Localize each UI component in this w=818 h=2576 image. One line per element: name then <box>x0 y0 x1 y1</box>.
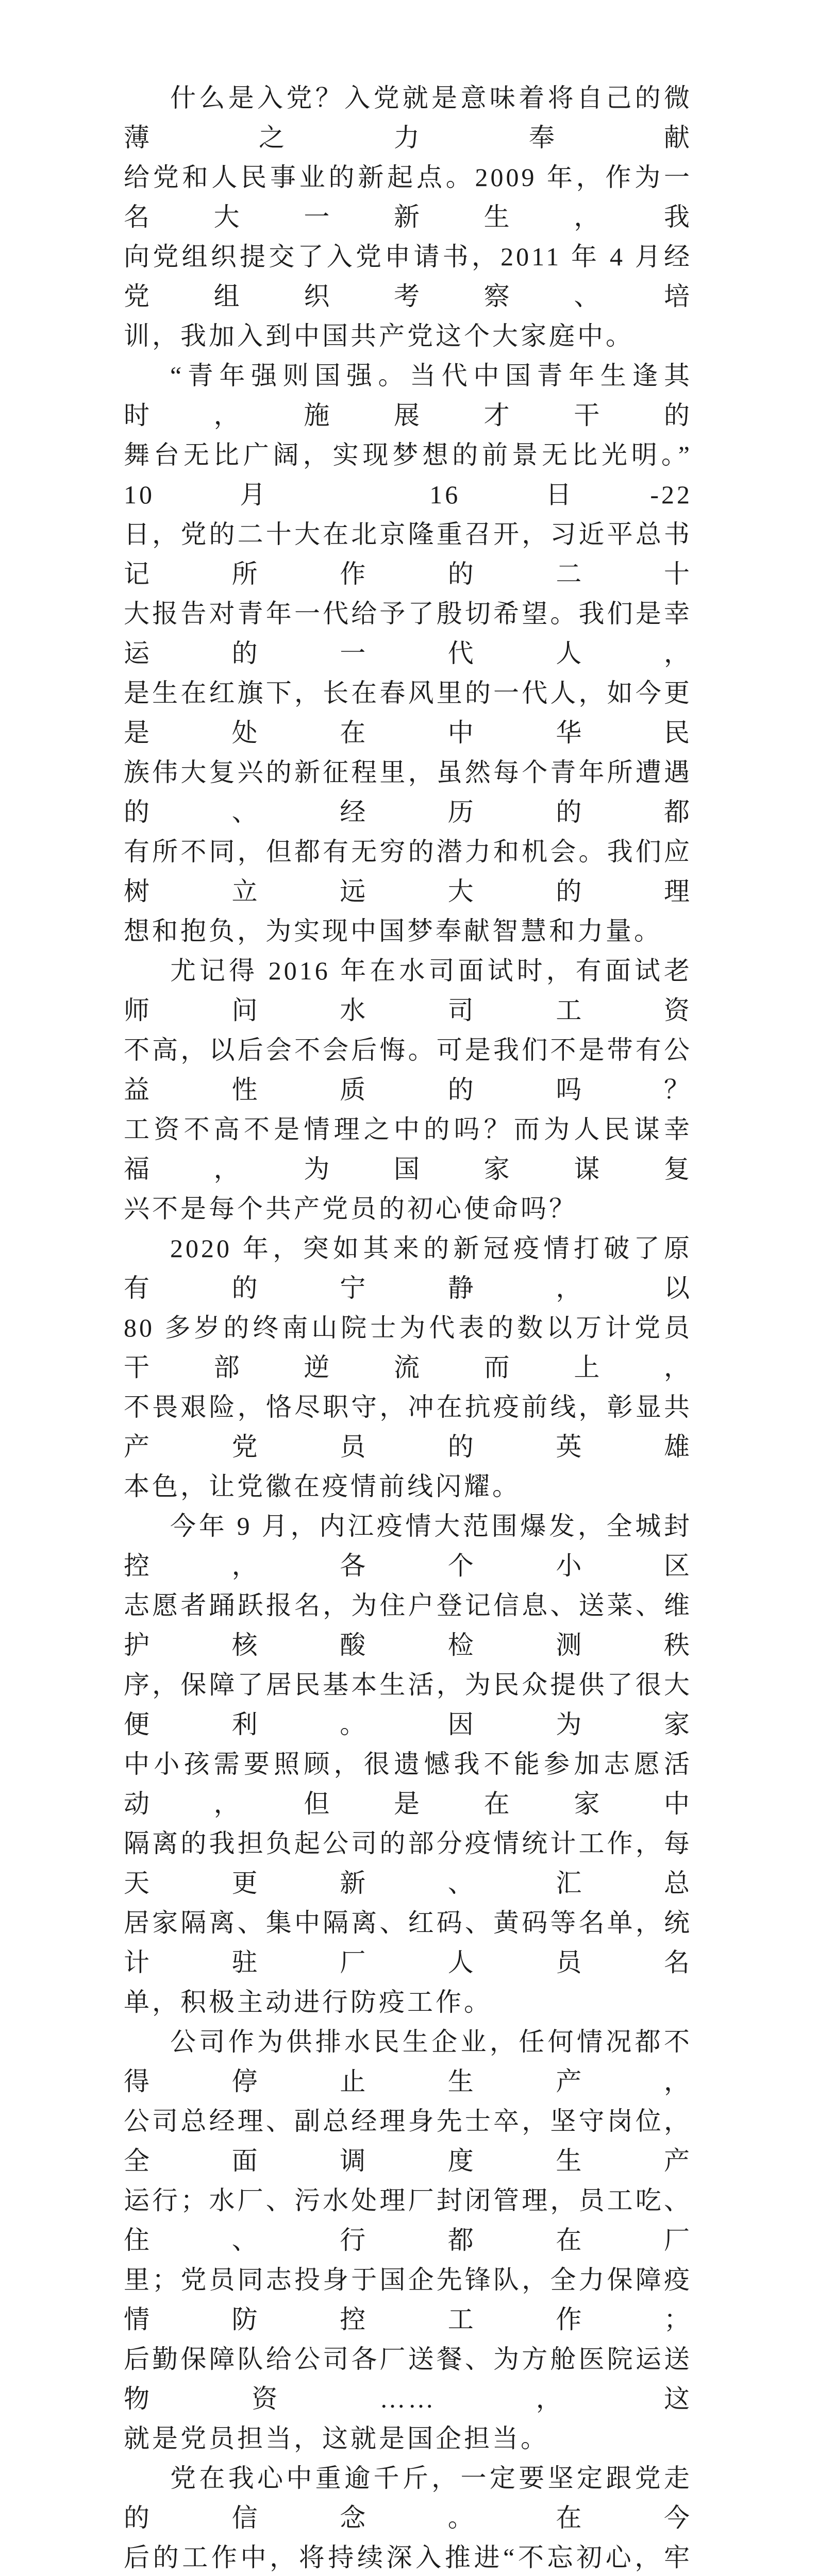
text-line: 本色，让党徽在疫情前线闪耀。 <box>124 1472 521 1501</box>
text-line: 族伟大复兴的新征程里，虽然每个青年所遭遇的、经历的都 <box>124 758 692 826</box>
text-line: 训，我加入到中国共产党这个大家庭中。 <box>124 321 634 350</box>
paragraph <box>124 2022 692 2459</box>
text-line: 80 多岁的终南山院士为代表的数以万计党员干部逆流而上， <box>124 1313 692 1382</box>
text-line: 舞台无比广阔，实现梦想的前景无比光明。”10 月 16 日-22 <box>124 440 692 509</box>
text-line: 日，党的二十大在北京隆重召开，习近平总书记所作的二十 <box>124 520 692 588</box>
text-line: 就是党员担当，这就是国企担当。 <box>124 2424 549 2453</box>
text-line: 2020 年，突如其来的新冠疫情打破了原有的宁静，以 <box>124 1234 692 1302</box>
text-line: 今年 9 月，内江疫情大范围爆发，全城封控，各个小区 <box>124 1512 692 1580</box>
text-line: 中小孩需要照顾，很遗憾我不能参加志愿活动，但是在家中 <box>124 1750 692 1818</box>
text-line: 公司总经理、副总经理身先士卒，坚守岗位，全面调度生产 <box>124 2107 692 2175</box>
text-line: 隔离的我担负起公司的部分疫情统计工作，每天更新、汇总 <box>124 1829 692 1897</box>
text-line: 公司作为供排水民生企业，任何情况都不得停止生产， <box>124 2027 692 2096</box>
text-line: 尤记得 2016 年在水司面试时，有面试老师问水司工资 <box>124 956 692 1025</box>
text-line: 向党组织提交了入党申请书，2011 年 4 月经党组织考察、培 <box>124 242 692 311</box>
text-line: 单，积极主动进行防疫工作。 <box>124 1988 492 2016</box>
paragraph <box>124 951 692 1229</box>
paragraph <box>124 356 692 951</box>
text-line: 后勤保障队给公司各厂送餐、为方舱医院运送物资……，这 <box>124 2345 692 2413</box>
text-line: 大报告对青年一代给予了殷切希望。我们是幸运的一代人， <box>124 599 692 668</box>
text-line: 里；党员同志投身于国企先锋队，全力保障疫情防控工作； <box>124 2265 692 2334</box>
text-line: 想和抱负，为实现中国梦奉献智慧和力量。 <box>124 917 662 945</box>
text-line: 后的工作中，将持续深入推进“不忘初心，牢 <box>124 2543 692 2572</box>
paragraph <box>124 1229 692 1506</box>
text-line: “青年强则国强。当代中国青年生逢其时，施展才干的 <box>124 361 692 430</box>
text-line: 不高，以后会不会后悔。可是我们不是带有公益性质的吗？ <box>124 1036 692 1104</box>
text-line: 居家隔离、集中隔离、红码、黄码等名单，统计驻厂人员名 <box>124 1908 692 1977</box>
text-line: 工资不高不是情理之中的吗？而为人民谋幸福，为国家谋复 <box>124 1115 692 1183</box>
paragraph <box>124 78 692 356</box>
text-line: 是生在红旗下，长在春风里的一代人，如今更是处在中华民 <box>124 679 692 747</box>
text-line: 有所不同，但都有无穷的潜力和机会。我们应树立远大的理 <box>124 837 692 906</box>
text-line: 运行；水厂、污水处理厂封闭管理，员工吃、住、行都在厂 <box>124 2186 692 2255</box>
paragraph <box>124 1506 692 2022</box>
text-line: 给党和人民事业的新起点。2009 年，作为一名大一新生，我 <box>124 163 692 231</box>
text-line: 什么是入党？入党就是意味着将自己的微薄之力奉献 <box>124 83 692 152</box>
text-line: 党在我心中重逾千斤，一定要坚定跟党走的信念。在今 <box>124 2464 692 2532</box>
text-line: 不畏艰险，恪尽职守，冲在抗疫前线，彰显共产党员的英雄 <box>124 1393 692 1461</box>
paragraphs-container <box>124 78 692 2576</box>
text-line: 兴不是每个共产党员的初心使命吗？ <box>124 1194 577 1223</box>
text-line: 序，保障了居民基本生活，为民众提供了很大便利。因为家 <box>124 1670 692 1739</box>
text-line: 志愿者踊跃报名，为住户登记信息、送菜、维护核酸检测秩 <box>124 1591 692 1659</box>
paragraph <box>124 2459 692 2576</box>
